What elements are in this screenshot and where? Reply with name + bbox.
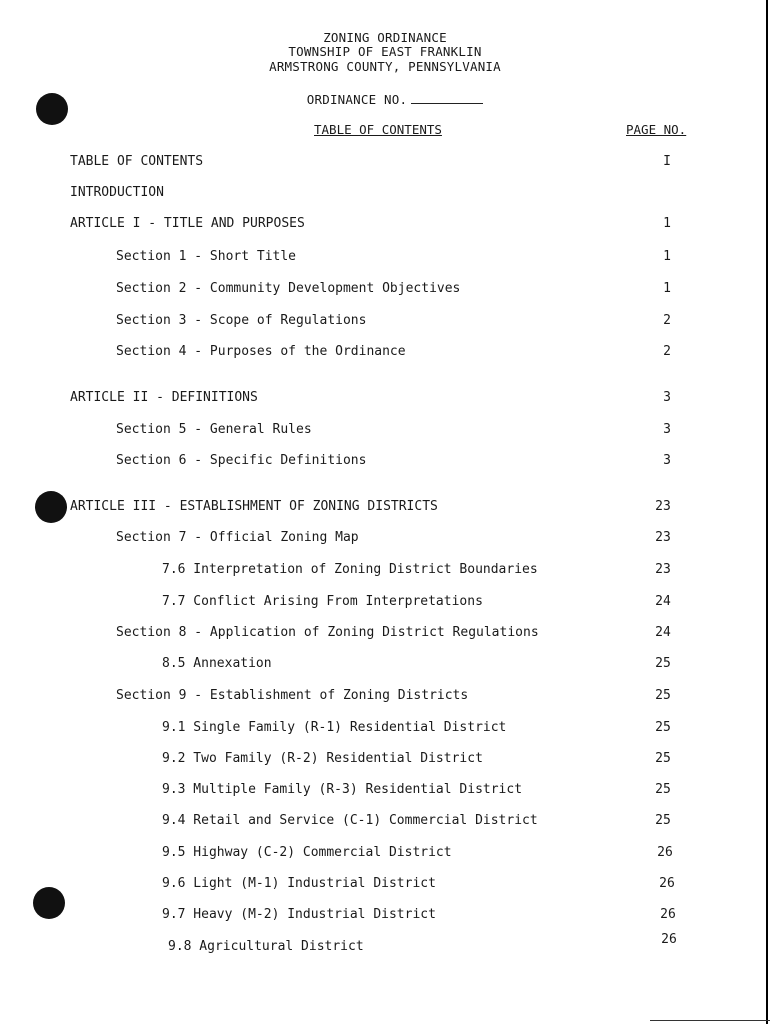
doc-county: ARMSTRONG COUNTY, PENNSYLVANIA (269, 59, 501, 74)
toc-entry-page: 25 (655, 720, 671, 735)
toc-entry (0, 562, 770, 582)
toc-entry-page: 26 (660, 907, 676, 922)
toc-entry-page: 23 (655, 499, 671, 514)
toc-entry (0, 782, 770, 802)
toc-entry-page: 2 (663, 313, 671, 328)
toc-entry (0, 422, 770, 442)
toc-entry-page: 24 (655, 625, 671, 640)
toc-entry-page: 3 (663, 390, 671, 405)
toc-entry (0, 876, 770, 896)
binder-hole-top (36, 93, 68, 125)
toc-entry-label: 9.4 Retail and Service (C-1) Commercial District (162, 813, 538, 828)
toc-entry-page: 26 (661, 932, 677, 947)
toc-entry-page: 1 (663, 216, 671, 231)
toc-entry (0, 453, 770, 473)
toc-entry-label: Section 6 - Specific Definitions (116, 453, 367, 468)
toc-entry-label: 7.6 Interpretation of Zoning District Boundaries (162, 562, 538, 577)
toc-entry (0, 216, 770, 236)
toc-entry-page: 23 (655, 562, 671, 577)
toc-entry-page: 1 (663, 281, 671, 296)
toc-entry-label: 9.1 Single Family (R-1) Residential District (162, 720, 507, 735)
toc-entry (0, 845, 770, 865)
toc-entry (0, 344, 770, 364)
toc-entry (0, 594, 770, 614)
toc-entry-label: 9.7 Heavy (M-2) Industrial District (162, 907, 436, 922)
toc-entry (0, 313, 770, 333)
ordinance-label: ORDINANCE NO. (306, 92, 408, 107)
toc-entry-page: 25 (655, 656, 671, 671)
toc-entry-label: Section 1 - Short Title (116, 249, 297, 264)
toc-entry (0, 625, 770, 645)
toc-entry-page: 25 (655, 782, 671, 797)
toc-entry-label: 9.8 Agricultural District (168, 939, 364, 954)
toc-entry-page: 26 (659, 876, 675, 891)
toc-entry-label: Section 5 - General Rules (116, 422, 312, 437)
toc-entry (0, 281, 770, 301)
toc-entry-label: ARTICLE I - TITLE AND PURPOSES (70, 216, 305, 231)
toc-entry-label: Section 9 - Establishment of Zoning Districts (116, 688, 469, 703)
toc-entry-page: 3 (663, 422, 671, 437)
toc-entry (0, 813, 770, 833)
toc-entry (0, 907, 770, 927)
toc-entry (0, 932, 770, 959)
contents-heading: TABLE OF CONTENTS (314, 122, 442, 137)
toc-entry (0, 688, 770, 708)
toc-entry-label: 9.5 Highway (C-2) Commercial District (162, 845, 452, 860)
toc-entry-label: 9.2 Two Family (R-2) Residential District (162, 751, 483, 766)
toc-entry-label: Section 7 - Official Zoning Map (116, 530, 359, 545)
toc-entry (0, 530, 770, 550)
toc-entry-label: Section 3 - Scope of Regulations (116, 313, 367, 328)
toc-entry-label: TABLE OF CONTENTS (70, 154, 204, 169)
toc-entry-page: 1 (663, 249, 671, 264)
toc-entry-label: Section 2 - Community Development Objectives (116, 281, 461, 296)
toc-entry (0, 499, 770, 519)
toc-entry-page: 2 (663, 344, 671, 359)
toc-entry-page: 26 (657, 845, 673, 860)
toc-entry-label: Section 8 - Application of Zoning District Regulations (116, 625, 539, 640)
toc-entry-label: 9.6 Light (M-1) Industrial District (162, 876, 436, 891)
toc-entry-page: 25 (655, 813, 671, 828)
toc-entry-page: 25 (655, 751, 671, 766)
toc-entry (0, 720, 770, 740)
doc-township: TOWNSHIP OF EAST FRANKLIN (288, 44, 482, 59)
toc-entry-label: 7.7 Conflict Arising From Interpretations (162, 594, 483, 609)
toc-entry-label: ARTICLE II - DEFINITIONS (70, 390, 258, 405)
toc-entry-label: Section 4 - Purposes of the Ordinance (116, 344, 406, 359)
page-no-heading: PAGE NO. (626, 122, 687, 137)
toc-entry-page: 23 (655, 530, 671, 545)
toc-entry-page: I (663, 154, 671, 169)
toc-entry-label: ARTICLE III - ESTABLISHMENT OF ZONING DISTRICTS (70, 499, 438, 514)
toc-entry-page: 24 (655, 594, 671, 609)
toc-entry-label: INTRODUCTION (70, 185, 164, 200)
toc-entry (0, 751, 770, 771)
toc-entry-page: 3 (663, 453, 671, 468)
doc-title: ZONING ORDINANCE (323, 30, 447, 45)
toc-entry (0, 185, 770, 205)
toc-entry-label: 9.3 Multiple Family (R-3) Residential District (162, 782, 523, 797)
toc-entry-page: 25 (655, 688, 671, 703)
toc-entry (0, 249, 770, 269)
ordinance-number (10, 92, 770, 107)
scan-edge-bottom (650, 1020, 770, 1021)
toc-entry-label: 8.5 Annexation (162, 656, 272, 671)
ordinance-blank (411, 93, 483, 104)
toc-entry (0, 656, 770, 676)
toc-entry (0, 154, 770, 174)
toc-entry (0, 390, 770, 410)
